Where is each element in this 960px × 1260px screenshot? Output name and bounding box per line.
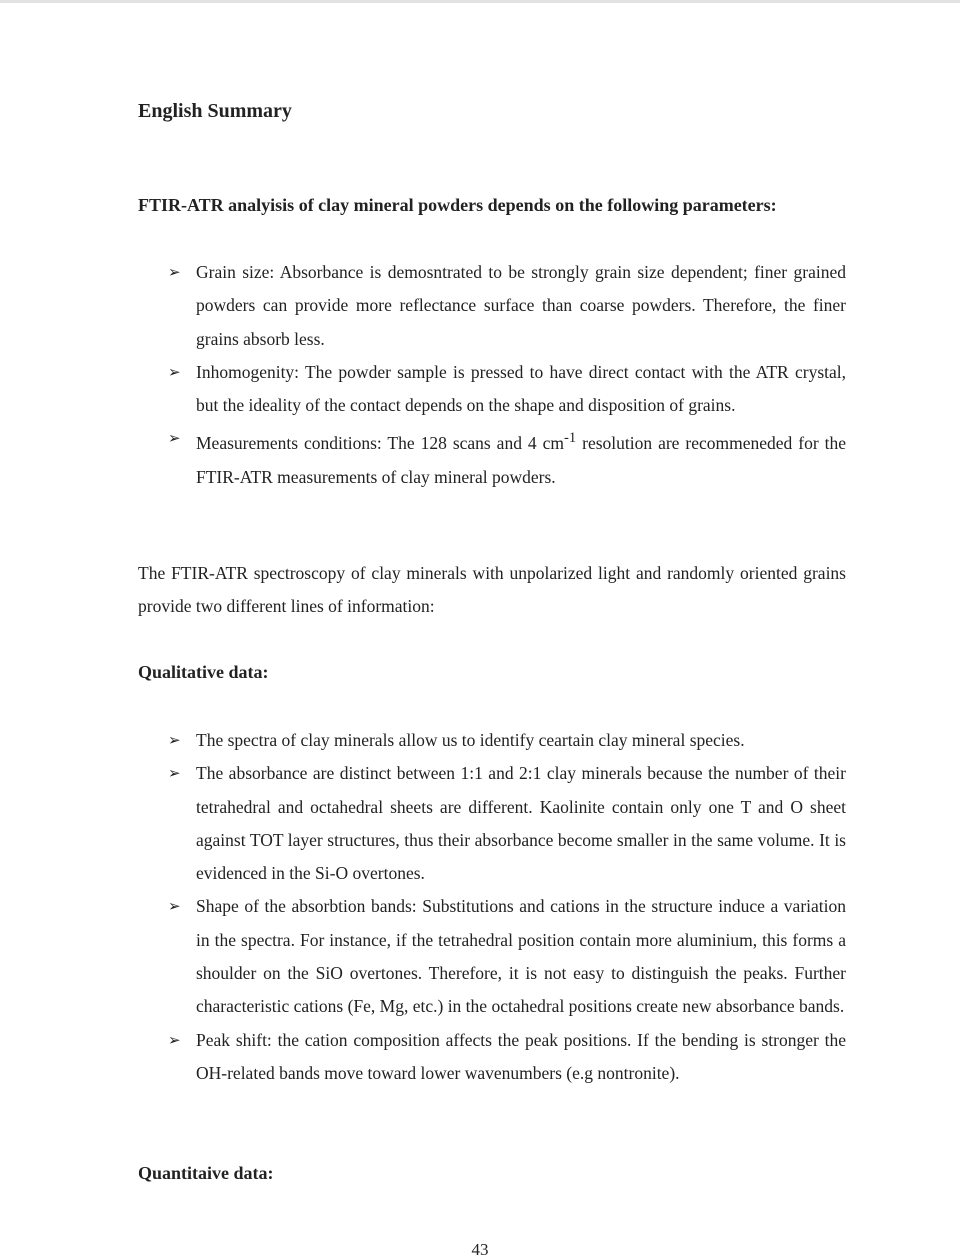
- section1-list-block: [138, 256, 846, 494]
- bullet-arrow-icon: ➢: [168, 764, 181, 783]
- bullet-text: Grain size: Absorbance is demosntrated to be strongly grain size dependent; finer grained powders can provide more reflectance surface than coarse powders. Therefore, the finer grains absorb less.: [196, 262, 846, 349]
- bullet-text-start: Measurements conditions: The 128 scans and 4 cm: [196, 433, 564, 454]
- top-border: [0, 0, 960, 3]
- bullet-text: The spectra of clay minerals allow us to identify ceartain clay mineral species.: [196, 730, 745, 750]
- section1-bullet-list: [138, 256, 846, 494]
- bullet-arrow-icon: ➢: [168, 1030, 181, 1049]
- bullet-item: [138, 757, 846, 890]
- page-number: 43: [471, 1240, 489, 1259]
- document-title-block: [138, 100, 846, 123]
- bullet-item: [138, 1024, 846, 1091]
- qualitative-heading-block: [138, 662, 846, 683]
- bullet-arrow-icon: ➢: [168, 731, 181, 749]
- bullet-text: Inhomogenity: The powder sample is pressed to have direct contact with the ATR crystal, but the ideality of the contact depends on the shape and disposition of grains.: [196, 361, 846, 416]
- bullet-arrow-icon: ➢: [168, 897, 181, 916]
- qualitative-heading: Qualitative data:: [138, 662, 269, 682]
- qualitative-bullet-list: [138, 724, 846, 1090]
- bullet-text: The absorbance are distinct between 1:1 and 2:1 clay minerals because the number of their tetrahedral and octahedral sheets are different. Kaolinite contain only one T and O sheet against TOT layer structures, thus their absorbance become smaller in the same volume. It is evidenced in the Si-O overtones.: [196, 763, 846, 884]
- document-title: English Summary: [138, 100, 292, 122]
- quantitative-heading-block: [138, 1163, 846, 1184]
- qualitative-list-block: [138, 724, 846, 1090]
- bullet-item: [138, 256, 846, 356]
- bullet-text: Peak shift: the cation composition affects the peak positions. If the bending is stronger the OH-related bands move toward lower wavenumbers (e.g nontronite).: [196, 1029, 846, 1083]
- bullet-arrow-icon: ➢: [168, 429, 181, 448]
- intro-paragraph: The FTIR-ATR spectroscopy of clay minerals with unpolarized light and randomly oriented grains provide two different lines of information:: [138, 563, 846, 617]
- bullet-arrow-icon: ➢: [168, 263, 181, 281]
- superscript-exponent: -1: [564, 430, 577, 447]
- section1-heading: FTIR-ATR analyisis of clay mineral powders depends on the following parameters:: [138, 195, 777, 215]
- bullet-item: [138, 422, 846, 493]
- bullet-text: Shape of the absorbtion bands: Substitutions and cations in the structure induce a variation in the spectra. For instance, if the tetrahedral position contain more aluminium, this forms a shoulder on the SiO overtones. Therefore, it is not easy to distinguish the peaks. Further characteristic cations (Fe, Mg, etc.) in the octahedral positions create new absorbance bands.: [196, 896, 846, 1017]
- intro-paragraph-block: [138, 557, 846, 624]
- bullet-item: [138, 890, 846, 1023]
- bullet-text-end: resolution are recommeneded for the FTIR-ATR measurements of clay mineral powders.: [196, 433, 846, 487]
- bullet-item: [138, 724, 846, 757]
- section1-heading-block: [138, 195, 846, 216]
- quantitative-heading: Quantitaive data:: [138, 1163, 274, 1183]
- bullet-item: [138, 356, 846, 423]
- bullet-arrow-icon: ➢: [168, 362, 181, 381]
